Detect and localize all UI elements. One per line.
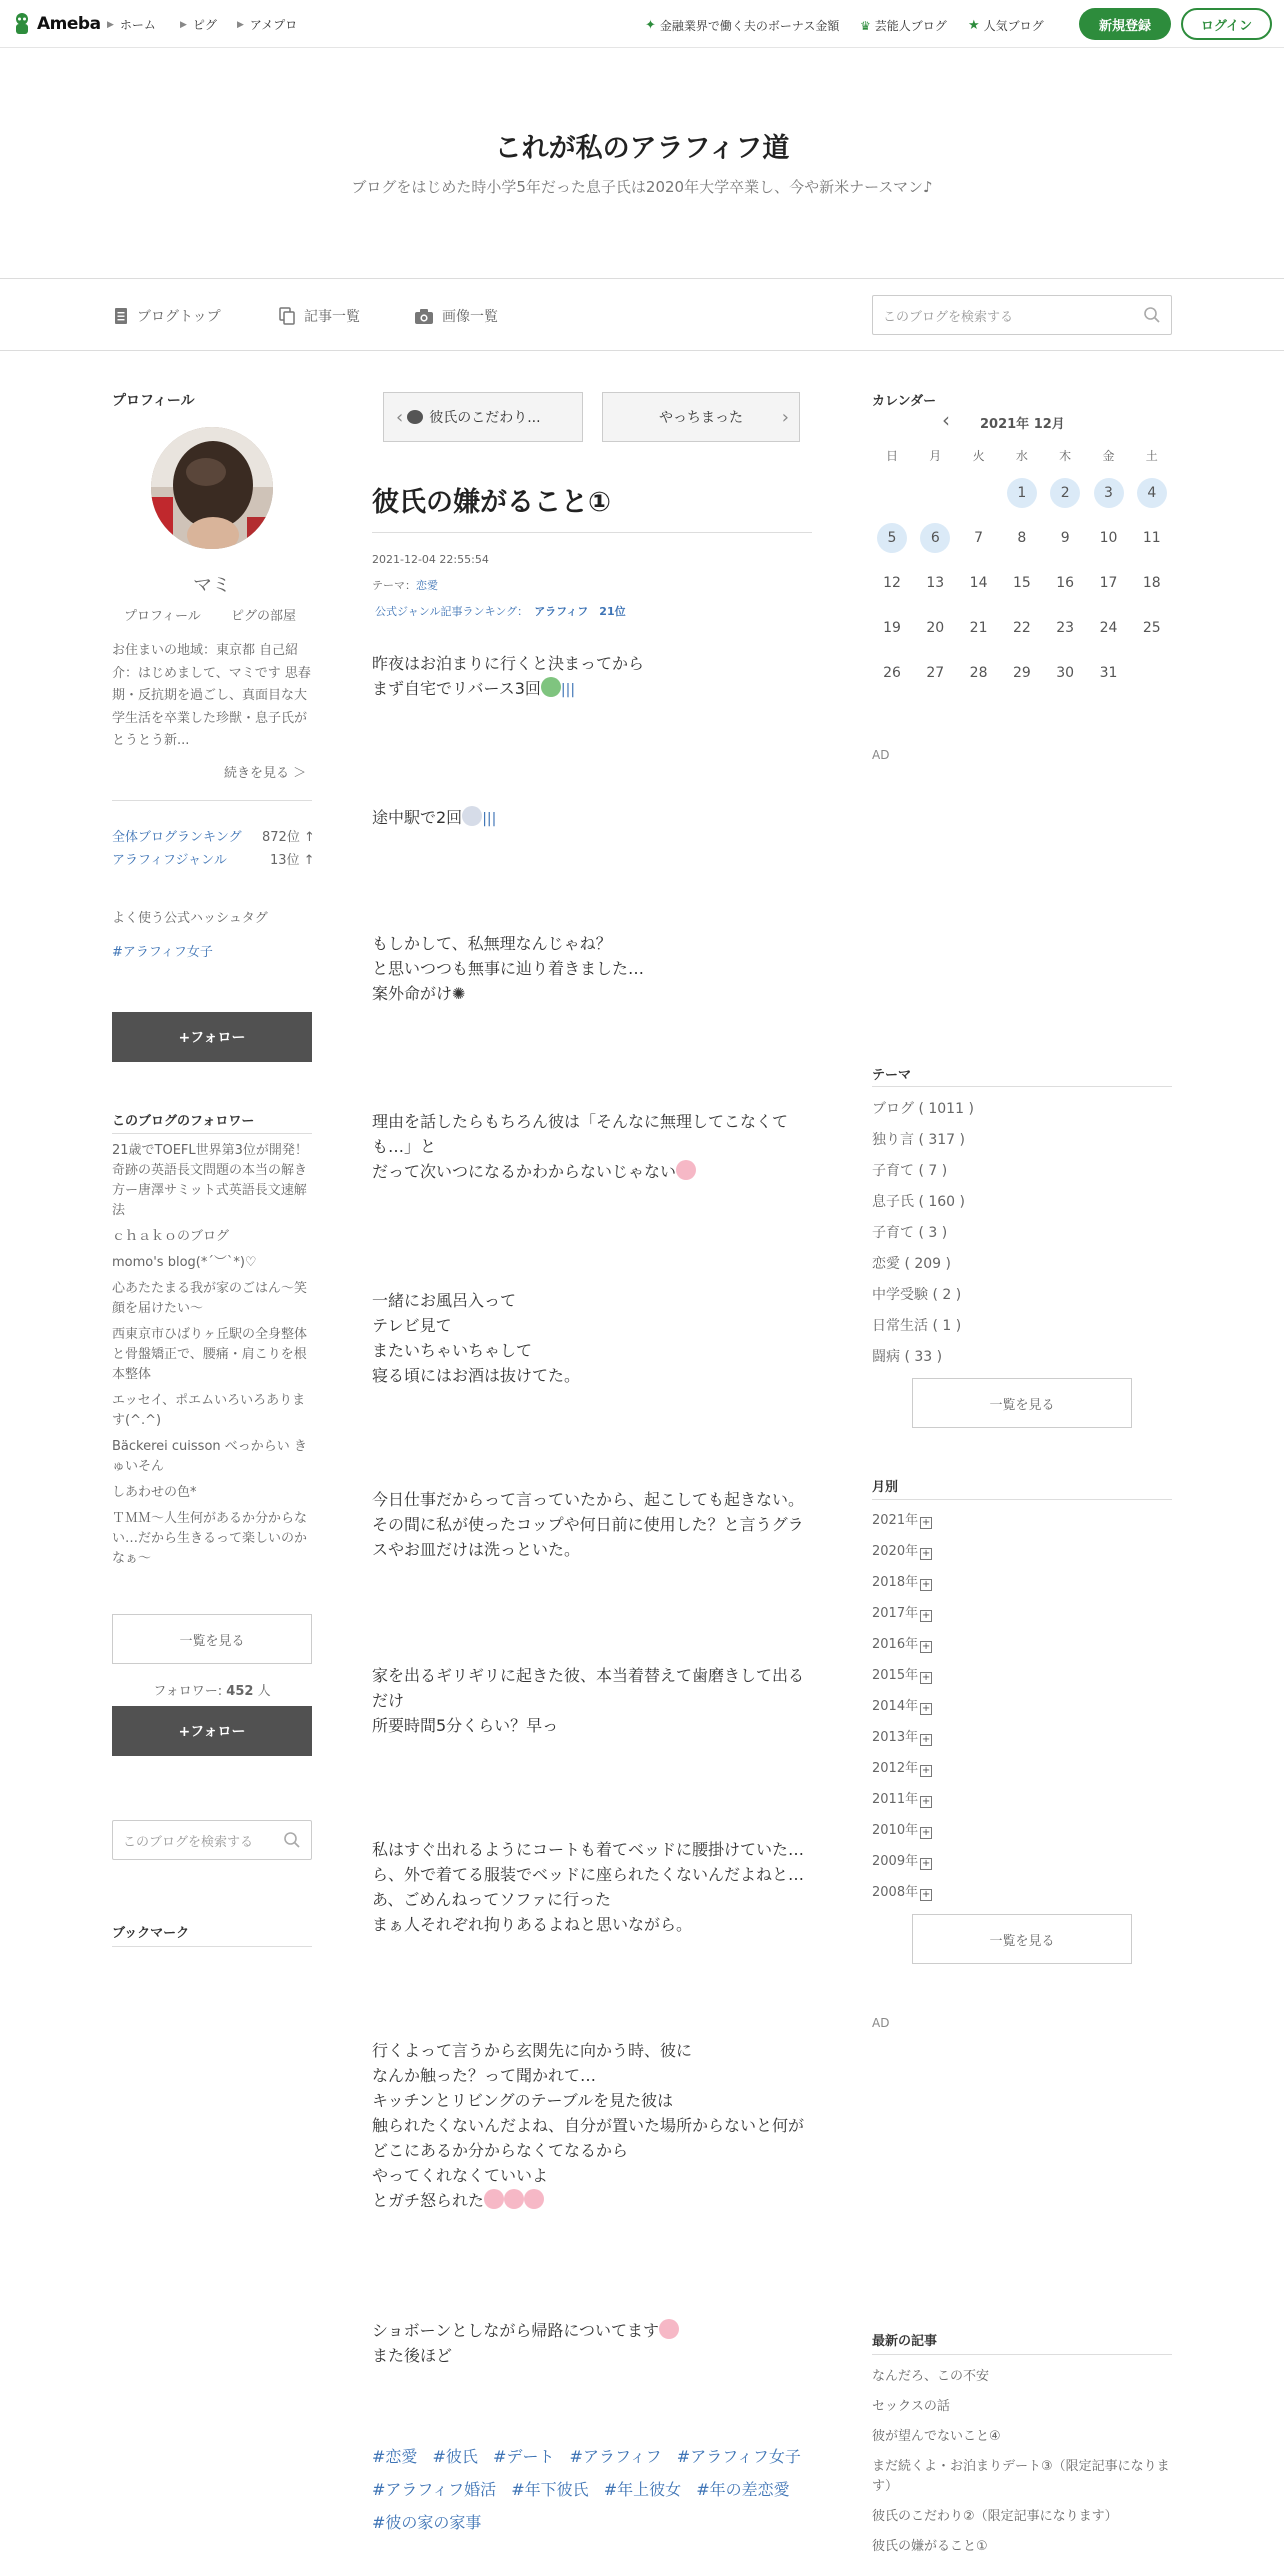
post-line-wrap (372, 1912, 812, 1937)
post-line: 行くよって言うから玄関先に向かう時、彼に (372, 2041, 693, 2060)
nav-pigg-label: ピグ (192, 18, 217, 32)
calendar-weekday: 火 (972, 449, 985, 463)
post-line: 一緒にお風呂入って (372, 1291, 517, 1310)
post-line: 私はすぐ出れるようにコートも着てベッドに腰掛けていた… (372, 1840, 805, 1859)
ranking-overall-link[interactable]: 全体ブログランキング (112, 830, 242, 845)
celeb-blog-link[interactable] (860, 17, 947, 34)
hashtag-link[interactable]: #アラフィフ婚活 (372, 2480, 497, 2499)
month-item[interactable] (872, 1629, 1172, 1660)
calendar-day: 13 (926, 575, 945, 591)
post-line: もしかして、私無理なんじゃね？ (372, 934, 612, 953)
post-ranking[interactable] (375, 603, 626, 619)
post-line-wrap (372, 981, 812, 1006)
follower-list (112, 1141, 312, 1575)
hashtag-link[interactable]: #デート (493, 2447, 555, 2466)
calendar-day: 26 (883, 665, 901, 681)
followers-see-all-button[interactable]: 一覧を見る (112, 1614, 312, 1664)
monthly-see-all-button[interactable]: 一覧を見る (912, 1914, 1132, 1964)
post-title: 彼氏の嫌がること① (372, 487, 611, 518)
post-line: どこにあるか分からなくてなるから (372, 2141, 629, 2160)
post-paragraph (372, 1487, 812, 1562)
calendar-day: 8 (1017, 530, 1027, 546)
follower-item[interactable]: Bäckerei cuisson べっからい きゅいそん (112, 1439, 307, 1474)
followers-heading: このブログのフォロワー (112, 1114, 255, 1129)
theme-list (872, 1094, 1172, 1373)
chevron-right-icon: › (781, 406, 789, 428)
follower-item[interactable]: 心あたたまる我が家のごはん〜笑顔を届けたい〜 (112, 1281, 308, 1316)
promo-link-label: 金融業界で働く夫のボーナス金額 (659, 19, 840, 33)
month-item-label: 2017年 (872, 1606, 919, 1621)
post-paragraph (372, 805, 812, 832)
nav-home[interactable] (107, 16, 156, 33)
month-item[interactable] (872, 1691, 1172, 1722)
hashtag-heading: よく使う公式ハッシュタグ (112, 911, 268, 926)
post-paragraph (372, 651, 812, 703)
month-item-label: 2010年 (872, 1823, 919, 1838)
divider (872, 2354, 1172, 2355)
post-line-wrap (372, 2318, 812, 2343)
calendar-day: 7 (974, 530, 984, 546)
profile-name[interactable]: マミ (192, 574, 231, 596)
theme-item[interactable]: 息子氏 ( 160 ) (872, 1194, 965, 1210)
document-icon (113, 307, 129, 325)
theme-item[interactable]: 子育て ( 7 ) (872, 1163, 948, 1179)
post-line: またいちゃいちゃして (372, 1341, 533, 1360)
post-theme (372, 577, 438, 593)
profile-link[interactable]: プロフィール (124, 609, 201, 624)
post-ranking-value: アラフィフ 21位 (534, 605, 626, 618)
calendar-day: 17 (1099, 575, 1118, 591)
post-paragraph (372, 1288, 812, 1388)
expand-plus-icon[interactable]: + (921, 1858, 931, 1869)
post-paragraph (372, 1109, 812, 1184)
month-item-label: 2016年 (872, 1637, 919, 1652)
month-item[interactable] (872, 1815, 1172, 1846)
post-line: だって次いつになるかわからないじゃない (372, 1162, 677, 1181)
post-theme-link[interactable]: 恋愛 (416, 579, 438, 592)
expand-plus-icon[interactable]: + (921, 1672, 931, 1683)
calendar-day: 19 (883, 620, 901, 636)
celeb-blog-label: 芸能人ブログ (874, 19, 947, 33)
post-paragraph (372, 2038, 812, 2213)
theme-item[interactable]: 日常生活 ( 1 ) (872, 1318, 962, 1334)
post-paragraph (372, 1837, 812, 1937)
post-line-wrap (372, 1159, 812, 1184)
post-line: とガチ怒られた (372, 2191, 485, 2210)
nav-image-list[interactable] (414, 306, 498, 326)
post-line: 理由を話したらもちろん彼は「そんなに無理してこなくて (372, 1112, 789, 1131)
popular-blog-link[interactable] (968, 17, 1044, 34)
month-item[interactable] (872, 1877, 1172, 1908)
expand-plus-icon[interactable]: + (921, 1889, 931, 1900)
nav-amepro[interactable] (237, 16, 297, 33)
calendar-day: 15 (1012, 575, 1031, 591)
month-item[interactable] (872, 1753, 1172, 1784)
post-paragraph (372, 931, 812, 1006)
pigg-room-link[interactable]: ピグの部屋 (231, 609, 297, 624)
pig-emoji-icon (484, 2189, 504, 2209)
month-item-label: 2021年 (872, 1513, 919, 1528)
blog-description: ブログをはじめた時小学5年だった息子氏は2020年大学卒業し、今や新米ナースマン♪ (351, 178, 933, 196)
calendar-day: 28 (969, 665, 988, 681)
hashtag-link[interactable]: #彼の家の家事 (372, 2513, 482, 2532)
calendar-day: 14 (969, 575, 988, 591)
theme-item[interactable]: 中学受験 ( 2 ) (872, 1287, 962, 1303)
recent-item[interactable]: なんだろ、この不安 (872, 2369, 990, 2384)
calendar-day: 25 (1142, 620, 1161, 636)
post-line: まず自宅でリバース3回 (372, 679, 541, 698)
calendar-month: 2021年 12月 (980, 417, 1065, 432)
month-item-label: 2014年 (872, 1699, 919, 1714)
nav-image-list-label: 画像一覧 (442, 309, 498, 325)
theme-item[interactable]: 闘病 ( 33 ) (872, 1349, 943, 1365)
post-line: スやお皿だけは洗っといた。 (372, 1540, 581, 1559)
calendar-day: 21 (969, 620, 988, 636)
calendar-heading: カレンダー (872, 394, 937, 409)
post-line: と思いつつも無事に辿り着きました… (372, 959, 645, 978)
expand-plus-icon[interactable]: + (921, 1703, 931, 1714)
calendar-day: 23 (1056, 620, 1075, 636)
follower-item[interactable]: エッセイ、ポエムいろいろあります(^.^) (112, 1393, 306, 1428)
search-icon[interactable] (283, 1831, 301, 1849)
hashtag-link[interactable]: #アラフィフ (569, 2447, 662, 2466)
expand-plus-icon[interactable]: + (921, 1610, 931, 1621)
chevron-right-icon: ▶ (107, 19, 114, 30)
expand-plus-icon[interactable]: + (921, 1517, 931, 1528)
sparkle-icon: ✦ (645, 18, 656, 33)
calendar-day: 11 (1142, 530, 1161, 546)
theme-heading: テーマ (872, 1068, 912, 1083)
recent-item[interactable]: セックスの話 (872, 2399, 950, 2414)
theme-item[interactable]: 独り言 ( 317 ) (872, 1132, 965, 1148)
expand-plus-icon[interactable]: + (921, 1827, 931, 1838)
follower-item[interactable]: 21歳でTOEFL世界第3位が開発！奇跡の英語長文問題の本当の解き方ー唐澤サミット式英語長文速解法 (112, 1143, 308, 1218)
calendar-day: 18 (1142, 575, 1161, 591)
post-paragraph (372, 1663, 812, 1738)
ad-label-2: AD (872, 2016, 890, 2030)
calendar-day[interactable]: 1 (1007, 478, 1037, 508)
ranking-overall-value: 872位 ↑ (262, 830, 315, 845)
pig-emoji-icon (524, 2189, 544, 2209)
post-line: また後ほど (372, 2346, 453, 2365)
post-line-wrap (372, 805, 812, 832)
calendar-prev-icon[interactable]: ‹ (942, 408, 950, 432)
month-item-label: 2018年 (872, 1575, 919, 1590)
calendar-day: 22 (1012, 620, 1031, 636)
calendar-day: 29 (1012, 665, 1031, 681)
ad-label: AD (872, 748, 890, 762)
post-line: あ、ごめんねってソファに行った (372, 1890, 612, 1909)
post-line: 途中駅で2回 (372, 808, 463, 827)
sidebar-search-placeholder: このブログを検索する (123, 1834, 254, 1850)
month-item[interactable] (872, 1846, 1172, 1877)
nav-amepro-label: アメプロ (249, 18, 298, 32)
nav-article-list-label: 記事一覧 (304, 309, 360, 325)
burst-emoji-icon: ✺ (452, 984, 466, 1003)
dizzy-face-emoji-icon (462, 806, 482, 826)
profile-heading: プロフィール (112, 393, 195, 409)
calendar-day[interactable]: 5 (877, 523, 907, 553)
post-line: ら、外で着てる服装でベッドに座られたくないんだよねと… (372, 1865, 805, 1884)
recent-item[interactable]: まだ続くよ・お泊まりデート③（限定記事になります） (872, 2459, 1170, 2494)
divider (872, 1499, 1172, 1500)
post-line: キッチンとリビングのテーブルを見た彼は (372, 2091, 674, 2110)
post-line: だけ (372, 1691, 405, 1710)
profile-bio: お住まいの地域：東京都 自己紹介：はじめまして、マミです 思春期・反抗期を過ごし、真面目な大学生活を卒業した珍獣・息子氏がとうとう新... (112, 643, 311, 748)
blog-nav (0, 278, 1284, 351)
expand-plus-icon[interactable]: + (921, 1641, 931, 1652)
prev-post-label: 彼氏のこだわり... (429, 410, 541, 426)
hashtag-link[interactable]: #年上彼女 (603, 2480, 682, 2499)
speech-bubble-icon (407, 410, 423, 424)
recent-item[interactable]: 彼氏のこだわり②（限定記事になります） (872, 2509, 1118, 2524)
expand-plus-icon[interactable]: + (921, 1765, 931, 1776)
follower-count-unit: 人 (257, 1684, 271, 1699)
month-item[interactable] (872, 1598, 1172, 1629)
global-header (0, 0, 1284, 48)
popular-blog-label: 人気ブログ (983, 19, 1044, 33)
post-line: まぁ人それぞれ拘りあるよねと思いながら。 (372, 1915, 693, 1934)
divider (112, 1133, 312, 1134)
month-item[interactable] (872, 1722, 1172, 1753)
follower-count-value: 452 (226, 1684, 254, 1699)
calendar-day[interactable]: 4 (1137, 478, 1167, 508)
signup-button[interactable]: 新規登録 (1079, 8, 1171, 40)
hashtag-link[interactable]: #アラフィフ女子 (676, 2447, 801, 2466)
post-line: やってくれなくていいよ (372, 2166, 549, 2185)
divider (372, 532, 812, 533)
nav-home-label: ホーム (119, 18, 156, 32)
calendar-day: 16 (1056, 575, 1075, 591)
hashtag-link[interactable]: #年下彼氏 (511, 2480, 589, 2499)
expand-plus-icon[interactable]: + (921, 1796, 931, 1807)
post-line: も…」と (372, 1137, 437, 1156)
calendar-weekday: 土 (1145, 449, 1158, 463)
nav-article-list[interactable] (279, 306, 360, 326)
post-line: その間に私が使ったコップや何日前に使用した？と言うグラ (372, 1515, 804, 1534)
expand-plus-icon[interactable]: + (921, 1579, 931, 1590)
post-hashtags (372, 2440, 812, 2539)
month-item-label: 2008年 (872, 1885, 919, 1900)
chevron-left-icon: ‹ (396, 406, 404, 428)
month-item-label: 2020年 (872, 1544, 919, 1559)
chevron-right-icon: ▶ (237, 19, 244, 30)
blog-title[interactable]: これが私のアラフィフ道 (494, 133, 790, 164)
theme-item[interactable]: 子育て ( 3 ) (872, 1225, 948, 1241)
month-item[interactable] (872, 1536, 1172, 1567)
post-line: 所要時間5分くらい？早っ (372, 1716, 559, 1735)
ameba-logo[interactable] (12, 12, 101, 36)
month-item-label: 2015年 (872, 1668, 919, 1683)
calendar-day: 20 (926, 620, 945, 636)
expand-plus-icon[interactable]: + (921, 1548, 931, 1559)
month-item[interactable] (872, 1505, 1172, 1536)
follower-item[interactable]: momo's blog(*´︶`*)♡ (112, 1255, 257, 1270)
calendar-weekday: 月 (929, 449, 942, 463)
follow-button-2[interactable]: +フォロー (112, 1706, 312, 1756)
ranking-genre-value: 13位 ↑ (270, 853, 315, 868)
login-button[interactable]: ログイン (1181, 8, 1272, 40)
post-line: 触られたくないんだよね、自分が置いた場所からないと何が (372, 2116, 805, 2135)
read-more-link[interactable]: 続きを見る ＞ (224, 766, 307, 781)
crown-icon: ♛ (860, 18, 871, 33)
calendar-weekday: 金 (1102, 449, 1115, 463)
calendar-day: 10 (1099, 530, 1118, 546)
bookmark-heading: ブックマーク (112, 1926, 190, 1941)
pig-emoji-icon (504, 2189, 524, 2209)
expand-plus-icon[interactable]: + (921, 1734, 931, 1745)
month-item-label: 2011年 (872, 1792, 919, 1807)
sick-face-emoji-icon (541, 677, 561, 697)
hashtag-link[interactable]: #彼氏 (432, 2447, 478, 2466)
calendar-day: 12 (883, 575, 901, 591)
monthly-heading: 月別 (872, 1480, 899, 1495)
hashtag-link[interactable]: #年の差恋愛 (696, 2480, 790, 2499)
calendar-weekday: 日 (885, 449, 898, 463)
month-item-label: 2012年 (872, 1761, 919, 1776)
post-line-wrap (372, 2188, 812, 2213)
calendar-day: 30 (1056, 665, 1075, 681)
avatar-image (151, 427, 273, 549)
post-ranking-label: 公式ジャンル記事ランキング： (375, 605, 529, 618)
ameba-logo-text: Ameba (37, 14, 101, 34)
pig-emoji-icon (676, 1160, 696, 1180)
post-line: 案外命がけ (372, 984, 453, 1003)
post-paragraph (372, 2318, 812, 2368)
avatar[interactable] (151, 427, 273, 549)
post-line: ショボーンとしながら帰路についてます (372, 2321, 660, 2340)
copy-icon (279, 307, 296, 325)
hashtag-link[interactable]: #恋愛 (372, 2447, 418, 2466)
blog-search-input[interactable] (872, 295, 1172, 335)
calendar-day[interactable]: 2 (1050, 478, 1080, 508)
star-icon: ★ (968, 18, 980, 33)
ranking-genre-link[interactable]: アラフィフジャンル (112, 853, 227, 868)
month-item-label: 2009年 (872, 1854, 919, 1869)
calendar-weekday: 水 (1015, 449, 1028, 463)
calendar-day: 27 (926, 665, 945, 681)
theme-item[interactable]: 恋愛 ( 209 ) (872, 1256, 951, 1272)
calendar-day: 9 (1060, 530, 1070, 546)
next-post-button[interactable] (602, 392, 800, 442)
follower-item[interactable]: ＴＭＭ～人生何があるか分からない…だから生きるって楽しいのかなぁ～ (112, 1511, 308, 1566)
monthly-list (872, 1505, 1172, 1908)
calendar-day[interactable]: 6 (920, 523, 950, 553)
camera-icon (414, 308, 434, 325)
search-icon[interactable] (1143, 306, 1161, 324)
prev-post-button[interactable] (383, 392, 583, 442)
divider (872, 1086, 1172, 1087)
calendar-day: 31 (1099, 665, 1118, 681)
month-item[interactable] (872, 1567, 1172, 1598)
pig-emoji-icon (659, 2319, 679, 2339)
calendar-day[interactable]: 3 (1094, 478, 1124, 508)
month-item[interactable] (872, 1784, 1172, 1815)
sweat-lines-icon: ||| (482, 811, 497, 827)
sweat-lines-icon: ||| (560, 682, 576, 698)
divider (112, 1946, 312, 1947)
post-line: テレビ見て (372, 1316, 452, 1335)
ameba-logo-icon (12, 12, 32, 36)
recent-item[interactable]: 彼氏の嫌がること① (872, 2539, 988, 2554)
follower-item[interactable]: しあわせの色* (112, 1485, 197, 1500)
post-line: 今日仕事だからって言っていたから、起こしても起きない。 (372, 1490, 805, 1509)
nav-blog-top-label: ブログトップ (137, 309, 221, 325)
recent-list (872, 2362, 1172, 2562)
follower-count-label: フォロワー: (153, 1684, 223, 1699)
follower-item[interactable]: 西東京市ひばりヶ丘駅の全身整体と骨盤矯正で、腰痛・肩こりを根本整体 (112, 1327, 308, 1382)
official-hashtag-link[interactable]: #アラフィフ女子 (112, 945, 213, 960)
nav-pigg[interactable] (180, 16, 217, 33)
post-datetime: 2021-12-04 22:55:54 (372, 553, 489, 566)
blog-search-placeholder: このブログを検索する (883, 309, 1014, 325)
post-line: なんか触った？って聞かれて… (372, 2066, 597, 2085)
calendar-day: 24 (1099, 620, 1118, 636)
month-item[interactable] (872, 1660, 1172, 1691)
sidebar-search-input[interactable] (112, 1820, 312, 1860)
follower-item[interactable]: ｃｈａｋｏのブログ (112, 1229, 230, 1244)
post-line: 昨夜はお泊まりに行くと決まってから (372, 654, 645, 673)
theme-item[interactable]: ブログ ( 1011 ) (872, 1101, 974, 1117)
divider (112, 800, 312, 801)
themes-see-all-button[interactable]: 一覧を見る (912, 1378, 1132, 1428)
chevron-right-icon: ▶ (180, 19, 187, 30)
promo-link[interactable] (645, 17, 839, 34)
recent-item[interactable]: 彼が望んでないこと④ (872, 2429, 1001, 2444)
month-item-label: 2013年 (872, 1730, 919, 1745)
nav-blog-top[interactable] (113, 306, 221, 326)
follower-count (112, 1680, 312, 1699)
calendar-weekday: 木 (1059, 449, 1072, 463)
recent-heading: 最新の記事 (872, 2334, 938, 2349)
follow-button[interactable]: +フォロー (112, 1012, 312, 1062)
post-line: 寝る頃にはお酒は抜けてた。 (372, 1366, 581, 1385)
post-line-wrap (372, 676, 812, 703)
post-line: 家を出るギリギリに起きた彼、本当着替えて歯磨きして出る (372, 1666, 805, 1685)
next-post-label: やっちまった (659, 410, 743, 426)
post-theme-label: テーマ： (372, 579, 416, 592)
